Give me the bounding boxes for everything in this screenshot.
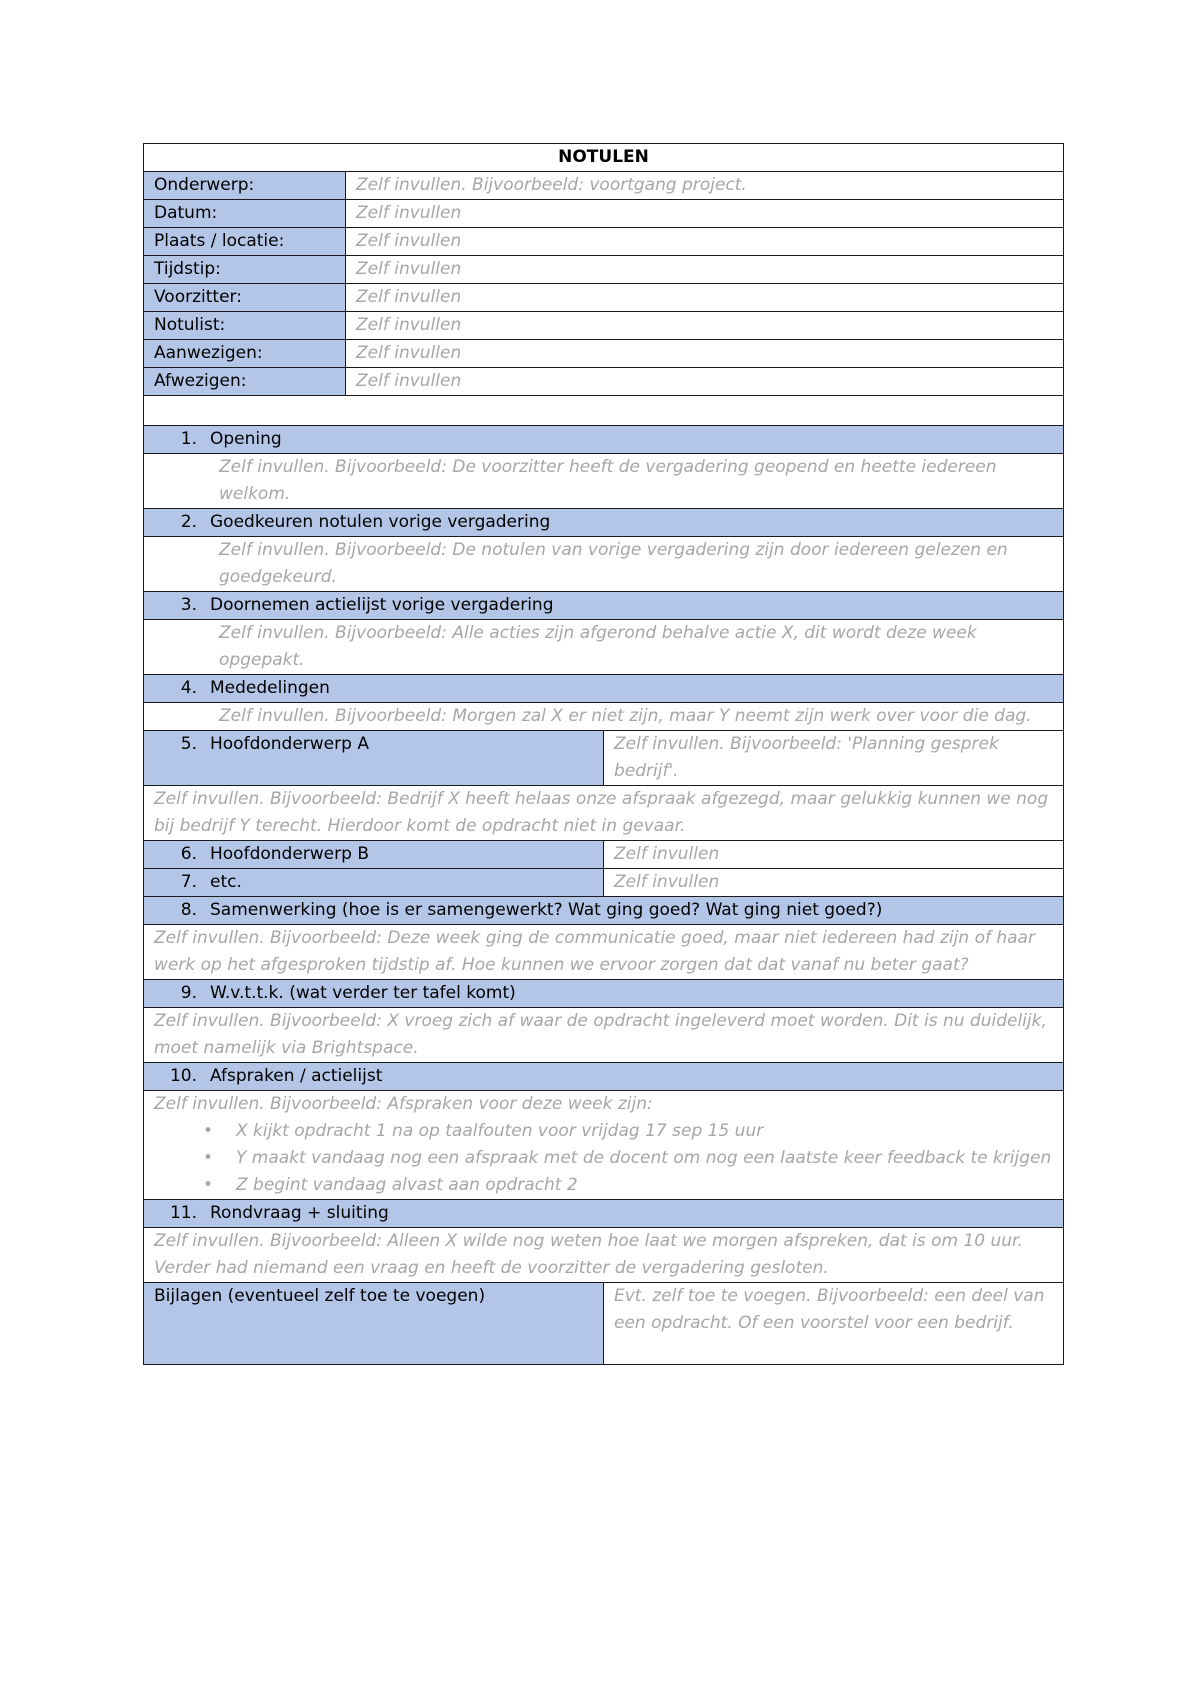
field-label-tijdstip: Tijdstip: bbox=[144, 256, 346, 284]
section-side-hoofdonderwerp-a[interactable]: Zelf invullen. Bijvoorbeeld: 'Planning gesprek bedrijf'. bbox=[604, 731, 1064, 786]
field-label-afwezigen: Afwezigen: bbox=[144, 368, 346, 396]
field-row bbox=[144, 228, 1064, 256]
section-heading-hoofdonderwerp-a bbox=[144, 731, 604, 786]
section-number: 6. bbox=[180, 844, 197, 864]
field-value-afwezigen[interactable]: Zelf invullen bbox=[346, 368, 1064, 396]
section-number: 4. bbox=[180, 678, 197, 698]
list-item: • Y maakt vandaag nog een afspraak met de docent om nog een laatste keer feedback te krijgen bbox=[236, 1145, 1053, 1172]
section-heading-samenwerking bbox=[144, 897, 1064, 925]
action-list bbox=[154, 1118, 1053, 1199]
field-value-plaats[interactable]: Zelf invullen bbox=[346, 228, 1064, 256]
section-number: 3. bbox=[180, 595, 197, 615]
document-title: NOTULEN bbox=[144, 144, 1064, 172]
section-body-mededelingen[interactable]: Zelf invullen. Bijvoorbeeld: Morgen zal X er niet zijn, maar Y neemt zijn werk over voor die dag. bbox=[144, 703, 1064, 731]
field-label-voorzitter: Voorzitter: bbox=[144, 284, 346, 312]
section-heading-goedkeuren bbox=[144, 509, 1064, 537]
section-title: etc. bbox=[210, 872, 242, 892]
section-side-hoofdonderwerp-b[interactable]: Zelf invullen bbox=[604, 841, 1064, 869]
section-body-opening[interactable]: Zelf invullen. Bijvoorbeeld: De voorzitter heeft de vergadering geopend en heette iedereen welkom. bbox=[144, 454, 1064, 509]
section-heading-afspraken bbox=[144, 1063, 1064, 1091]
field-label-aanwezigen: Aanwezigen: bbox=[144, 340, 346, 368]
section-title: W.v.t.t.k. (wat verder ter tafel komt) bbox=[210, 983, 516, 1003]
section-title: Samenwerking (hoe is er samengewerkt? Wat ging goed? Wat ging niet goed?) bbox=[210, 900, 883, 920]
minutes-table bbox=[143, 143, 1064, 1365]
field-value-tijdstip[interactable]: Zelf invullen bbox=[346, 256, 1064, 284]
section-number: 7. bbox=[180, 872, 197, 892]
section-title: Mededelingen bbox=[210, 678, 330, 698]
field-row bbox=[144, 284, 1064, 312]
section-heading-etc bbox=[144, 869, 604, 897]
section-heading-opening bbox=[144, 426, 1064, 454]
section-body-wvttk[interactable]: Zelf invullen. Bijvoorbeeld: X vroeg zich af waar de opdracht ingeleverd moet worden. Dit is nu duidelijk, moet namelijk via Brightspace. bbox=[144, 1008, 1064, 1063]
section-number: 5. bbox=[180, 734, 197, 754]
section-body-goedkeuren[interactable]: Zelf invullen. Bijvoorbeeld: De notulen van vorige vergadering zijn door iedereen gelezen en goedgekeurd. bbox=[144, 537, 1064, 592]
spacer-row bbox=[144, 396, 1064, 426]
section-number: 8. bbox=[180, 900, 197, 920]
section-heading-rondvraag bbox=[144, 1200, 1064, 1228]
section-heading-mededelingen bbox=[144, 675, 1064, 703]
field-label-notulist: Notulist: bbox=[144, 312, 346, 340]
field-value-datum[interactable]: Zelf invullen bbox=[346, 200, 1064, 228]
list-item: • X kijkt opdracht 1 na op taalfouten voor vrijdag 17 sep 15 uur bbox=[236, 1118, 1053, 1145]
section-title: Doornemen actielijst vorige vergadering bbox=[210, 595, 554, 615]
bijlagen-value[interactable]: Evt. zelf toe te voegen. Bijvoorbeeld: een deel van een opdracht. Of een voorstel voor een bedrijf. bbox=[604, 1283, 1064, 1365]
section-body-samenwerking[interactable]: Zelf invullen. Bijvoorbeeld: Deze week ging de communicatie goed, maar niet iedereen had zijn of haar werk op het afgesproken tijdstip af. Hoe kunnen we ervoor zorgen dat dat vanaf nu beter gaat? bbox=[144, 925, 1064, 980]
field-label-onderwerp: Onderwerp: bbox=[144, 172, 346, 200]
field-value-aanwezigen[interactable]: Zelf invullen bbox=[346, 340, 1064, 368]
field-value-voorzitter[interactable]: Zelf invullen bbox=[346, 284, 1064, 312]
section-heading-actielijst-vorige bbox=[144, 592, 1064, 620]
section-number: 11. bbox=[169, 1203, 197, 1223]
section-number: 9. bbox=[180, 983, 197, 1003]
bijlagen-label: Bijlagen (eventueel zelf toe te voegen) bbox=[144, 1283, 604, 1365]
section-heading-wvttk bbox=[144, 980, 1064, 1008]
field-row bbox=[144, 312, 1064, 340]
section-number: 2. bbox=[180, 512, 197, 532]
field-value-notulist[interactable]: Zelf invullen bbox=[346, 312, 1064, 340]
section-title: Opening bbox=[210, 429, 282, 449]
section-number: 10. bbox=[169, 1066, 197, 1086]
section-number: 1. bbox=[180, 429, 197, 449]
list-item: • Z begint vandaag alvast aan opdracht 2 bbox=[236, 1172, 1053, 1199]
section-heading-hoofdonderwerp-b bbox=[144, 841, 604, 869]
field-row bbox=[144, 256, 1064, 284]
section-title: Goedkeuren notulen vorige vergadering bbox=[210, 512, 551, 532]
section-body-rondvraag[interactable]: Zelf invullen. Bijvoorbeeld: Alleen X wilde nog weten hoe laat we morgen afspreken, dat is om 10 uur. Verder had niemand een vraag en heeft de voorzitter de vergadering gesloten. bbox=[144, 1228, 1064, 1283]
section-title: Hoofdonderwerp B bbox=[210, 844, 369, 864]
field-label-plaats: Plaats / locatie: bbox=[144, 228, 346, 256]
section-title: Hoofdonderwerp A bbox=[210, 734, 369, 754]
section-body-afspraken[interactable] bbox=[144, 1091, 1064, 1200]
field-row bbox=[144, 368, 1064, 396]
afspraken-intro: Zelf invullen. Bijvoorbeeld: Afspraken voor deze week zijn: bbox=[154, 1094, 653, 1114]
section-side-etc[interactable]: Zelf invullen bbox=[604, 869, 1064, 897]
field-value-onderwerp[interactable]: Zelf invullen. Bijvoorbeeld: voortgang project. bbox=[346, 172, 1064, 200]
field-row bbox=[144, 200, 1064, 228]
section-body-hoofdonderwerp-a[interactable]: Zelf invullen. Bijvoorbeeld: Bedrijf X heeft helaas onze afspraak afgezegd, maar gelukkig kunnen we nog bij bedrijf Y terecht. Hierdoor komt de opdracht niet in gevaar. bbox=[144, 786, 1064, 841]
field-row bbox=[144, 172, 1064, 200]
section-body-actielijst-vorige[interactable]: Zelf invullen. Bijvoorbeeld: Alle acties zijn afgerond behalve actie X, dit wordt deze week opgepakt. bbox=[144, 620, 1064, 675]
field-row bbox=[144, 340, 1064, 368]
section-title: Afspraken / actielijst bbox=[210, 1066, 383, 1086]
section-title: Rondvraag + sluiting bbox=[210, 1203, 389, 1223]
field-label-datum: Datum: bbox=[144, 200, 346, 228]
